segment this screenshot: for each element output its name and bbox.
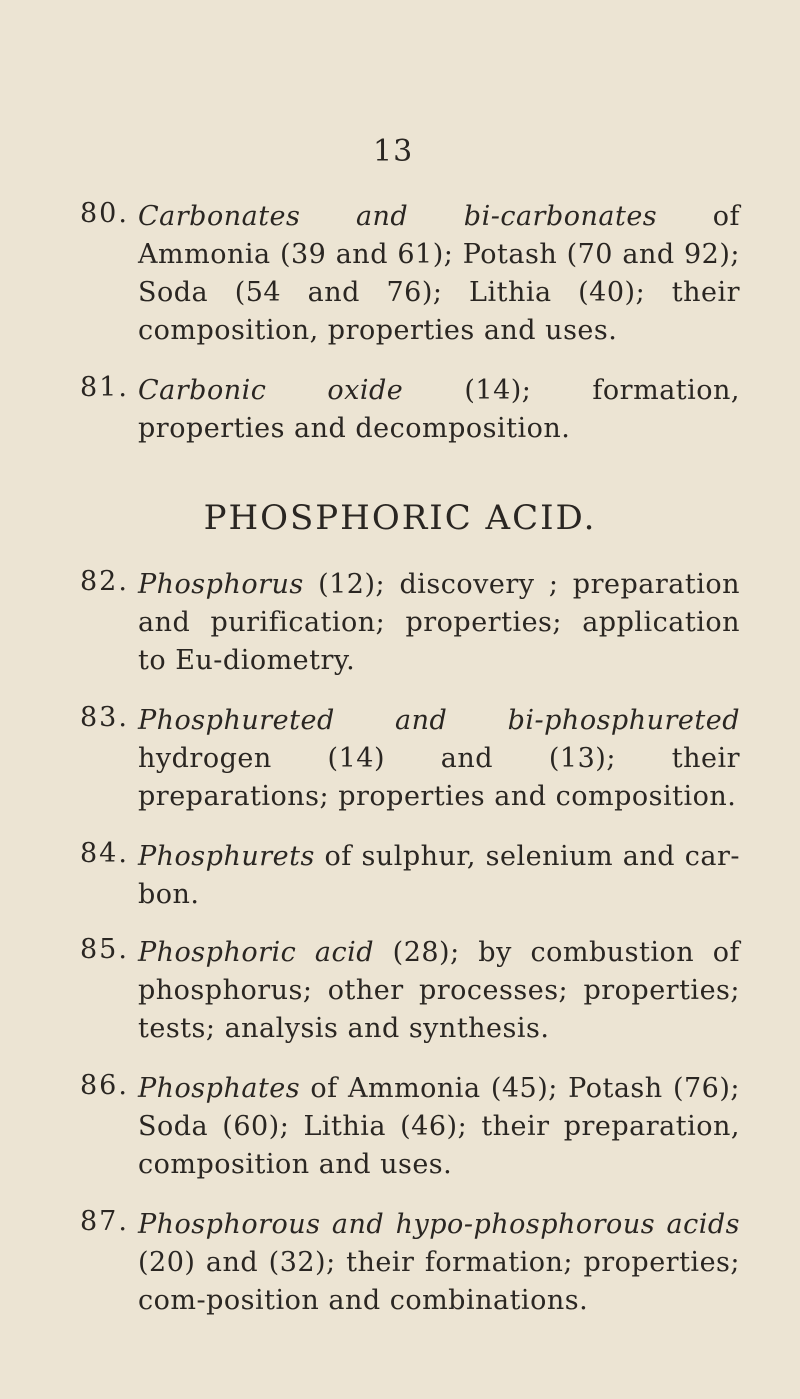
entry-title: Phosphates [138,1073,301,1104]
entry-body: of sulphur, selenium and car-bon. [138,841,740,910]
entry-body: of Ammonia (45); Potash (76); Soda (60); Lithia (46); their preparation, composition and uses. [138,1073,740,1180]
entry-text [138,1070,740,1184]
entry-text [138,934,740,1048]
entry-title: Phosphorus [138,569,304,600]
entry-number: 82. [80,566,129,597]
page-number: 13 [373,134,414,169]
entry-84 [80,838,740,914]
entry-body: of Ammonia (39 and 61); Potash (70 and 92); Soda (54 and 76); Lithia (40); their composition, properties and uses. [138,201,740,346]
entry-number: 87. [80,1206,129,1237]
entry-number: 84. [80,838,129,869]
entry-body: (14); formation, properties and decomposition. [138,375,740,444]
entry-number: 83. [80,702,129,733]
entry-81 [80,372,740,448]
entry-text [138,838,740,914]
entry-title: Phosphorous and hypo-phosphorous acids [138,1209,740,1240]
entry-title: Phosphurets [138,841,315,872]
entry-87 [80,1206,740,1320]
entry-86 [80,1070,740,1184]
entry-body: (12); discovery ; preparation and purification; properties; application to Eu-diometry. [138,569,740,676]
entry-text [138,198,740,350]
entry-text [138,702,740,816]
entry-text [138,1206,740,1320]
entry-83 [80,702,740,816]
entry-number: 85. [80,934,129,965]
entry-title: Phosphoric acid [138,937,375,968]
entry-title: Carbonates and bi-carbonates [138,201,658,232]
entry-text [138,372,740,448]
entry-body: hydrogen (14) and (13); their preparations; properties and composition. [138,743,740,812]
entry-80 [80,198,740,350]
entry-number: 80. [80,198,129,229]
entry-82 [80,566,740,680]
entry-body: (28); by combustion of phosphorus; other processes; properties; tests; analysis and synthesis. [138,937,740,1044]
entry-text [138,566,740,680]
entry-body: (20) and (32); their formation; properties; com-position and combinations. [138,1247,740,1316]
entry-85 [80,934,740,1048]
entry-title: Phosphureted and bi-phosphureted [138,705,740,736]
entry-title: Carbonic oxide [138,375,404,406]
section-heading: PHOSPHORIC ACID. [203,498,597,538]
entry-number: 86. [80,1070,129,1101]
entry-number: 81. [80,372,129,403]
